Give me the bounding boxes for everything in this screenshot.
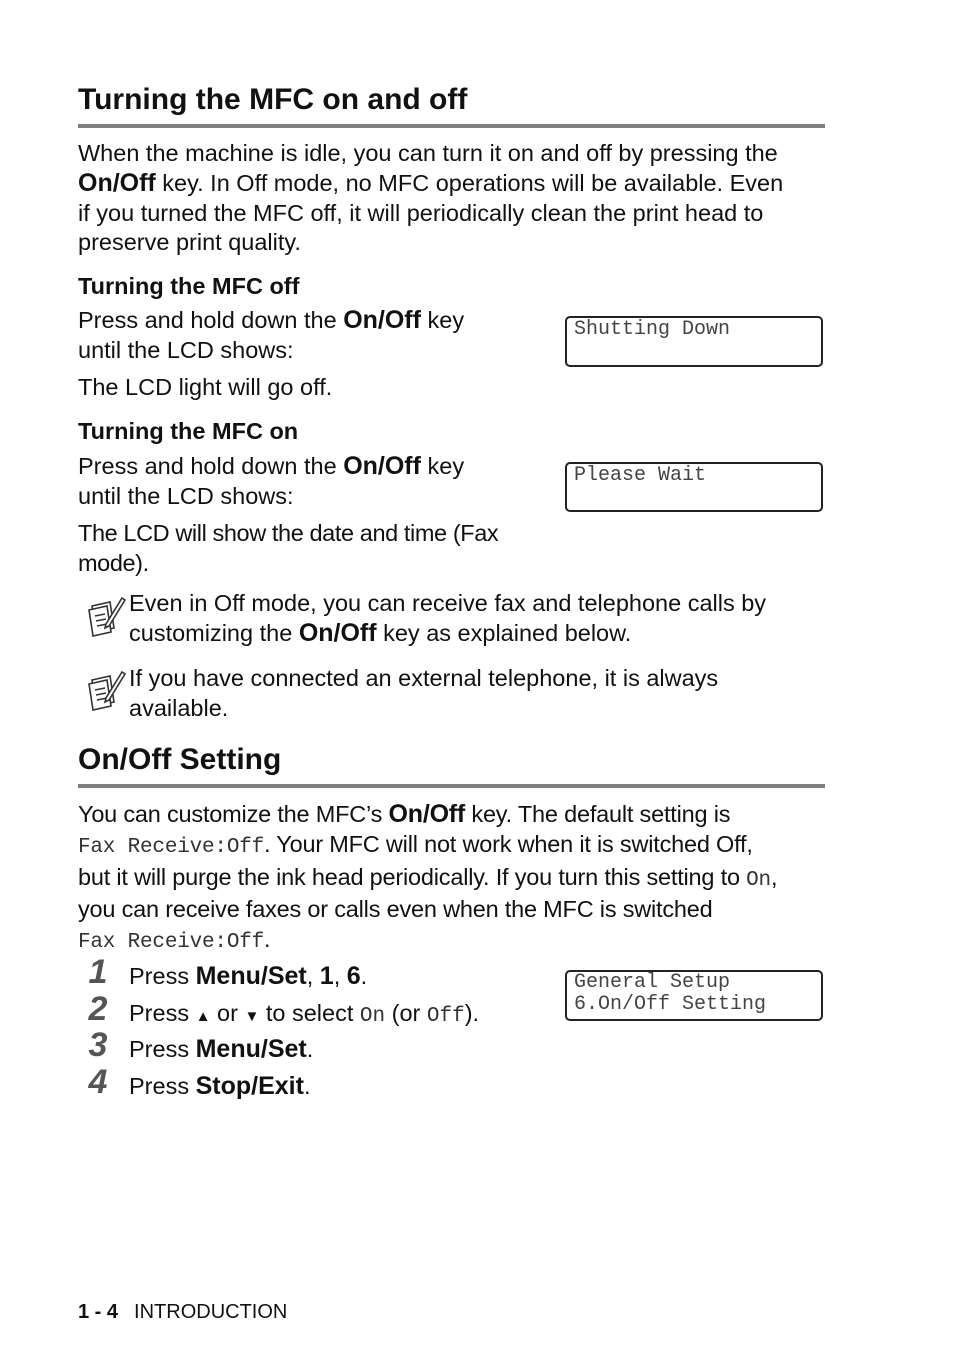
title-rule <box>78 784 825 788</box>
step-1 <box>129 961 367 991</box>
step-text: Press <box>129 1036 196 1062</box>
setting-line <box>78 830 838 863</box>
lcd-setting-value: Fax Receive:Off <box>78 931 265 955</box>
intro-line: if you turned the MFC off, it will periodically clean the print head to <box>78 199 764 226</box>
step-3 <box>129 1034 313 1064</box>
intro-line: When the machine is idle, you can turn it on and off by pressing the <box>78 140 778 166</box>
intro-paragraph <box>78 139 838 258</box>
setting-text: . Your MFC will not work when it is switched Off, <box>264 830 753 857</box>
step-text: Press <box>129 1073 196 1099</box>
note-text: key as explained below. <box>376 619 632 646</box>
step-text: to select <box>259 1000 360 1026</box>
key-6: 6 <box>346 962 361 990</box>
off-instructions <box>78 306 548 366</box>
on-line <box>78 452 548 482</box>
note-line <box>129 619 829 649</box>
stop-exit-key: Stop/Exit <box>195 1072 304 1100</box>
note-external-phone <box>129 664 829 724</box>
on-result-line: The LCD will show the date and time (Fax <box>78 520 499 546</box>
on-off-key: On/Off <box>388 800 466 828</box>
setting-text: You can customize the MFC’s <box>78 801 389 827</box>
off-line: until the LCD shows: <box>78 336 294 363</box>
step-text: . <box>360 963 368 989</box>
on-instructions <box>78 452 548 512</box>
step-text: ). <box>464 1000 480 1026</box>
step-text: or <box>210 1000 245 1026</box>
step-text: . <box>303 1073 311 1099</box>
chapter-name: INTRODUCTION <box>134 1301 288 1323</box>
off-text: key <box>420 307 465 333</box>
on-result-line: mode). <box>78 549 149 576</box>
on-off-key: On/Off <box>343 306 421 334</box>
setting-line: you can receive faxes or calls even when the MFC is switched <box>78 896 713 923</box>
menu-set-key: Menu/Set <box>195 1035 307 1063</box>
intro-text: key. In Off mode, no MFC operations will be available. Even <box>155 169 784 196</box>
lcd-text: General Setup <box>574 971 731 994</box>
lcd-text: 6.On/Off Setting <box>574 993 767 1016</box>
lcd-display-off <box>565 316 823 367</box>
step-number: 4 <box>88 1063 108 1101</box>
lcd-setting-value: Fax Receive:Off <box>78 835 265 859</box>
off-result: The LCD light will go off. <box>78 374 333 400</box>
note-line: If you have connected an external telephone, it is always <box>129 665 719 691</box>
step-2 <box>129 998 479 1032</box>
setting-text: key. The default setting is <box>465 801 731 827</box>
on-text: key <box>420 453 465 479</box>
menu-set-key: Menu/Set <box>195 962 307 990</box>
subheading-on: Turning the MFC on <box>78 418 299 444</box>
down-arrow-icon: ▼ <box>244 1008 260 1025</box>
note-line: Even in Off mode, you can receive fax and telephone calls by <box>129 590 767 616</box>
off-text: Press and hold down the <box>78 307 344 333</box>
setting-line <box>78 800 838 830</box>
lcd-display-setting <box>565 970 823 1021</box>
step-text: . <box>306 1036 314 1062</box>
note-pencil-icon <box>86 594 126 638</box>
step-text: , <box>333 963 347 989</box>
note-pencil-icon <box>86 668 126 712</box>
subheading-off: Turning the MFC off <box>78 273 300 299</box>
setting-text: but it will purge the ink head periodically. If you turn this setting to <box>78 863 747 890</box>
on-off-key: On/Off <box>343 452 421 480</box>
note-line: available. <box>129 694 229 721</box>
note-text: customizing the <box>129 619 299 646</box>
on-off-key: On/Off <box>298 618 377 647</box>
title-rule <box>78 124 825 128</box>
on-result <box>78 519 548 579</box>
step-text: Press <box>129 963 196 989</box>
step-number: 3 <box>88 1026 108 1064</box>
intro-line <box>78 169 838 199</box>
step-text: (or <box>385 1000 427 1026</box>
lcd-text: Shutting Down <box>574 318 731 341</box>
setting-text: . <box>264 926 271 953</box>
setting-paragraph <box>78 800 838 958</box>
step-number: 1 <box>88 953 108 991</box>
note-off-mode <box>129 589 829 649</box>
step-text: Press <box>129 1000 196 1026</box>
lcd-display-on <box>565 462 823 512</box>
on-line: until the LCD shows: <box>78 482 294 509</box>
step-number: 2 <box>88 990 108 1028</box>
option-on: On <box>359 1005 386 1028</box>
step-text: , <box>306 963 320 989</box>
setting-text: , <box>770 863 778 890</box>
page-footer <box>78 1301 287 1324</box>
key-1: 1 <box>319 962 334 990</box>
section-title-setting: On/Off Setting <box>78 743 282 776</box>
page-number: 1 - 4 <box>78 1301 119 1323</box>
lcd-setting-value: On <box>746 868 771 892</box>
step-4 <box>129 1071 310 1101</box>
lcd-text: Please Wait <box>574 464 707 487</box>
option-off: Off <box>426 1005 465 1028</box>
intro-line: preserve print quality. <box>78 229 301 256</box>
on-text: Press and hold down the <box>78 453 344 479</box>
off-line <box>78 306 548 336</box>
setting-line <box>78 863 838 896</box>
up-arrow-icon: ▲ <box>195 1008 211 1025</box>
on-off-key: On/Off <box>78 168 156 197</box>
setting-line <box>78 925 838 958</box>
section-title-power: Turning the MFC on and off <box>78 83 468 116</box>
